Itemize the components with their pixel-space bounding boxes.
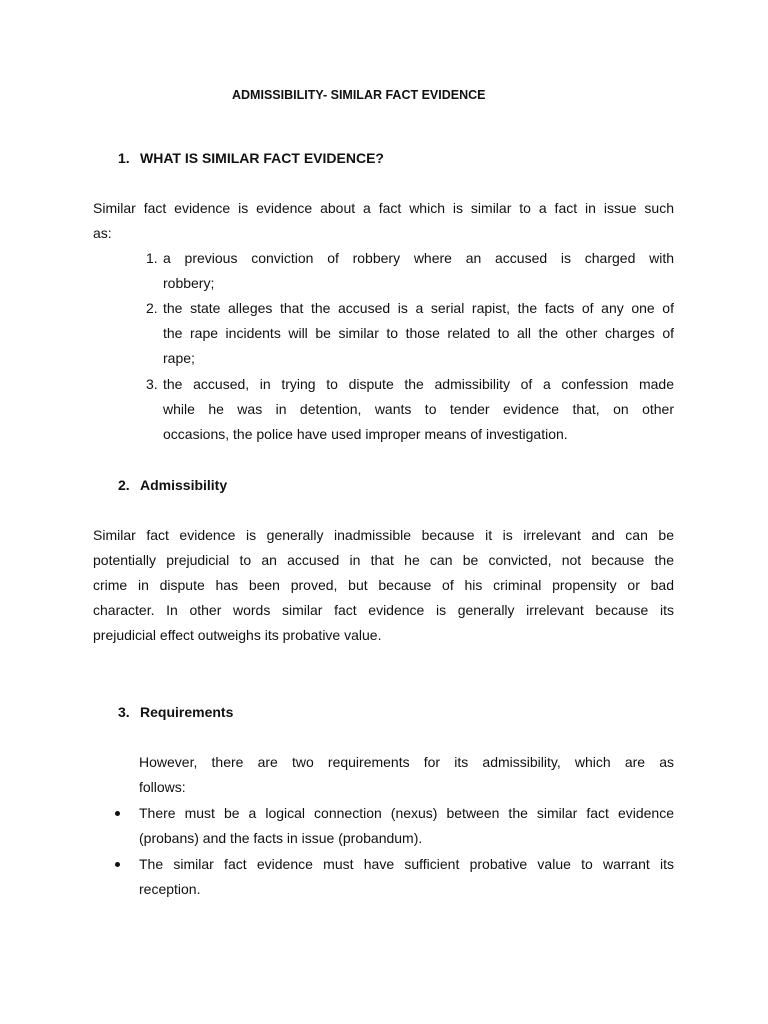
list-item-line: a previous conviction of robbery where an accused is charged with	[163, 250, 674, 266]
section-3-heading-text: Requirements	[140, 704, 234, 720]
list-item-marker: 2.	[146, 300, 158, 316]
section-2-paragraph	[93, 523, 674, 648]
section-2-heading	[118, 477, 227, 493]
list-item-line: robbery;	[163, 275, 215, 291]
paragraph-line: prejudicial effect outweighs its probative value.	[93, 627, 382, 643]
section-3-number: 3.	[118, 704, 130, 720]
list-item-line: rape;	[163, 350, 195, 366]
list-item-line: the state alleges that the accused is a serial rapist, the facts of any one of	[163, 300, 674, 316]
paragraph-line: Similar fact evidence is generally inadmissible because it is irrelevant and can be	[93, 527, 674, 543]
list-item-marker: 1.	[146, 250, 158, 266]
list-item	[146, 296, 674, 371]
list-item-line: occasions, the police have used improper means of investigation.	[163, 426, 568, 442]
bullet-item	[112, 852, 674, 902]
section-1-intro-line: as:	[93, 225, 112, 241]
section-1-intro-line: Similar fact evidence is evidence about a fact which is similar to a fact in issue such	[93, 200, 674, 216]
section-2-number: 2.	[118, 477, 130, 493]
section-3-heading	[118, 704, 233, 720]
bullet-line: (probans) and the facts in issue (probandum).	[139, 830, 423, 846]
list-item-marker: 3.	[146, 376, 158, 392]
section-3-intro	[139, 750, 674, 800]
list-item	[146, 246, 674, 296]
document-title: ADMISSIBILITY- SIMILAR FACT EVIDENCE	[232, 88, 486, 102]
paragraph-line: follows:	[139, 779, 186, 795]
section-2-heading-text: Admissibility	[140, 477, 228, 493]
list-item-line: while he was in detention, wants to tender evidence that, on other	[163, 401, 674, 417]
bullet-item	[112, 801, 674, 851]
bullet-line: The similar fact evidence must have sufficient probative value to warrant its	[139, 856, 674, 872]
section-1-heading	[118, 150, 384, 166]
bullet-line: There must be a logical connection (nexus) between the similar fact evidence	[139, 805, 674, 821]
paragraph-line: potentially prejudicial to an accused in that he can be convicted, not because the	[93, 552, 674, 568]
paragraph-line: character. In other words similar fact evidence is generally irrelevant because its	[93, 602, 674, 618]
list-item-line: the accused, in trying to dispute the admissibility of a confession made	[163, 376, 674, 392]
bullet-icon	[115, 862, 120, 867]
section-1-number: 1.	[118, 150, 130, 166]
section-1-heading-text: WHAT IS SIMILAR FACT EVIDENCE?	[140, 150, 384, 166]
list-item-line: the rape incidents will be similar to those related to all the other charges of	[163, 325, 674, 341]
list-item	[146, 372, 674, 447]
paragraph-line: crime in dispute has been proved, but because of his criminal propensity or bad	[93, 577, 674, 593]
bullet-line: reception.	[139, 881, 201, 897]
paragraph-line: However, there are two requirements for its admissibility, which are as	[139, 754, 674, 770]
bullet-icon	[115, 811, 120, 816]
section-1-intro	[93, 196, 674, 246]
